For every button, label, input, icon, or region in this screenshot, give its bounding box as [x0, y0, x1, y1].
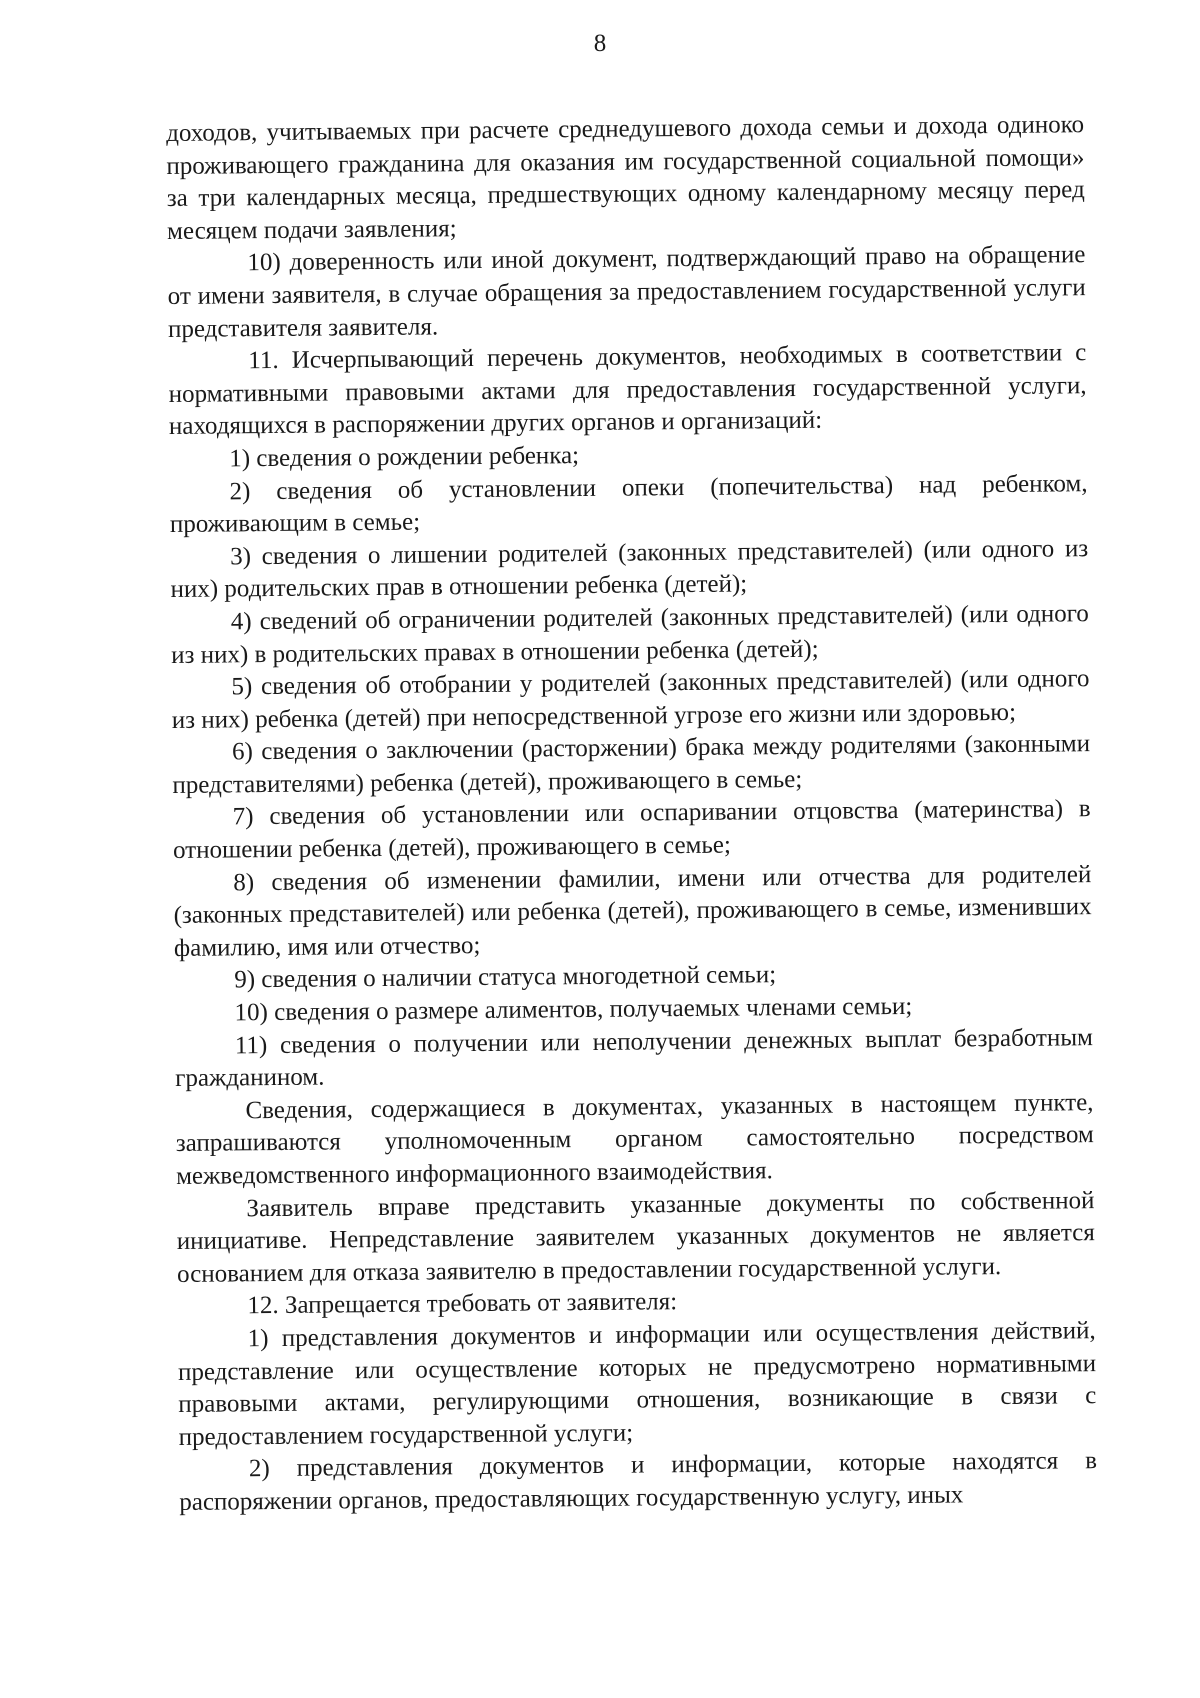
list-item: 2) сведения об установлении опеки (попечительства) над ребенком, проживающим в семье;	[169, 469, 1088, 539]
document-body	[166, 109, 1097, 1519]
list-item: 8) сведения об изменении фамилии, имени или отчества для родителей (законных представителей) или ребенка (детей), проживающего в семье, изменивших фамилию, имя или отчество;	[173, 860, 1092, 962]
paragraph: доходов, учитываемых при расчете среднедушевого дохода семьи и дохода одиноко проживающего гражданина для оказания им государственной социальной помощи» за три календарных месяца, предшествующих одному календарному месяцу перед месяцем подачи заявления;	[166, 111, 1085, 245]
list-item: 2) представления документов и информации, которые находятся в распоряжении органов, предоставляющих государственную услугу, иных	[179, 1447, 1098, 1516]
list-item: 10) сведения о размере алиментов, получаемых членами семьи;	[234, 992, 913, 1027]
list-item: 1) представления документов и информации или осуществления действий, представление или осуществление которых не предусмотрено нормативными правовыми актами, регулирующими отношения, возникающие в связи с предоставлением государственной услуги;	[177, 1317, 1097, 1451]
list-item: 7) сведения об установлении или оспаривании отцовства (материнства) в отношении ребенка (детей), проживающего в семье;	[172, 795, 1091, 865]
paragraph: 11. Исчерпывающий перечень документов, необходимых в соответствии с нормативными правовыми актами для предоставления государственной услуги, находящихся в распоряжении других органов и организаций:	[168, 339, 1087, 441]
list-item: 1) сведения о рождении ребенка;	[229, 441, 580, 473]
list-item: 4) сведений об ограничении родителей (законных представителей) (или одного из них) в родительских правах в отношении ребенка (детей);	[171, 600, 1089, 669]
list-item: 3) сведения о лишении родителей (законных представителей) (или одного из них) родительских прав в отношении ребенка (детей);	[170, 534, 1089, 604]
list-item: 5) сведения об отобрании у родителей (законных представителей) (или одного из них) ребенка (детей) при непосредственной угрозе его жизни или здоровью;	[171, 665, 1090, 734]
list-item: 9) сведения о наличии статуса многодетной семьи;	[234, 961, 777, 994]
list-item: 6) сведения о заключении (расторжении) брака между родителями (законными представителями) ребенка (детей), проживающего в семье;	[172, 730, 1091, 799]
list-item: 11) сведения о получении или неполучении денежных выплат безработным гражданином.	[175, 1023, 1093, 1093]
section-heading: 12. Запрещается требовать от заявителя:	[247, 1288, 678, 1320]
paragraph: Заявитель вправе представить указанные документы по собственной инициативе. Непредставление заявителем указанных документов не является основанием для отказа заявителю в предоставлении государственной услуги.	[176, 1186, 1095, 1288]
paragraph: 10) доверенность или иной документ, подтверждающий право на обращение от имени заявителя, в случае обращения за предоставлением государственной услуги представителя заявителя.	[167, 241, 1086, 343]
paragraph: Сведения, содержащиеся в документах, указанных в настоящем пункте, запрашиваются уполномоченным органом самостоятельно посредством межведомственного информационного взаимодействия.	[175, 1088, 1094, 1190]
page-number: 8	[593, 30, 607, 57]
